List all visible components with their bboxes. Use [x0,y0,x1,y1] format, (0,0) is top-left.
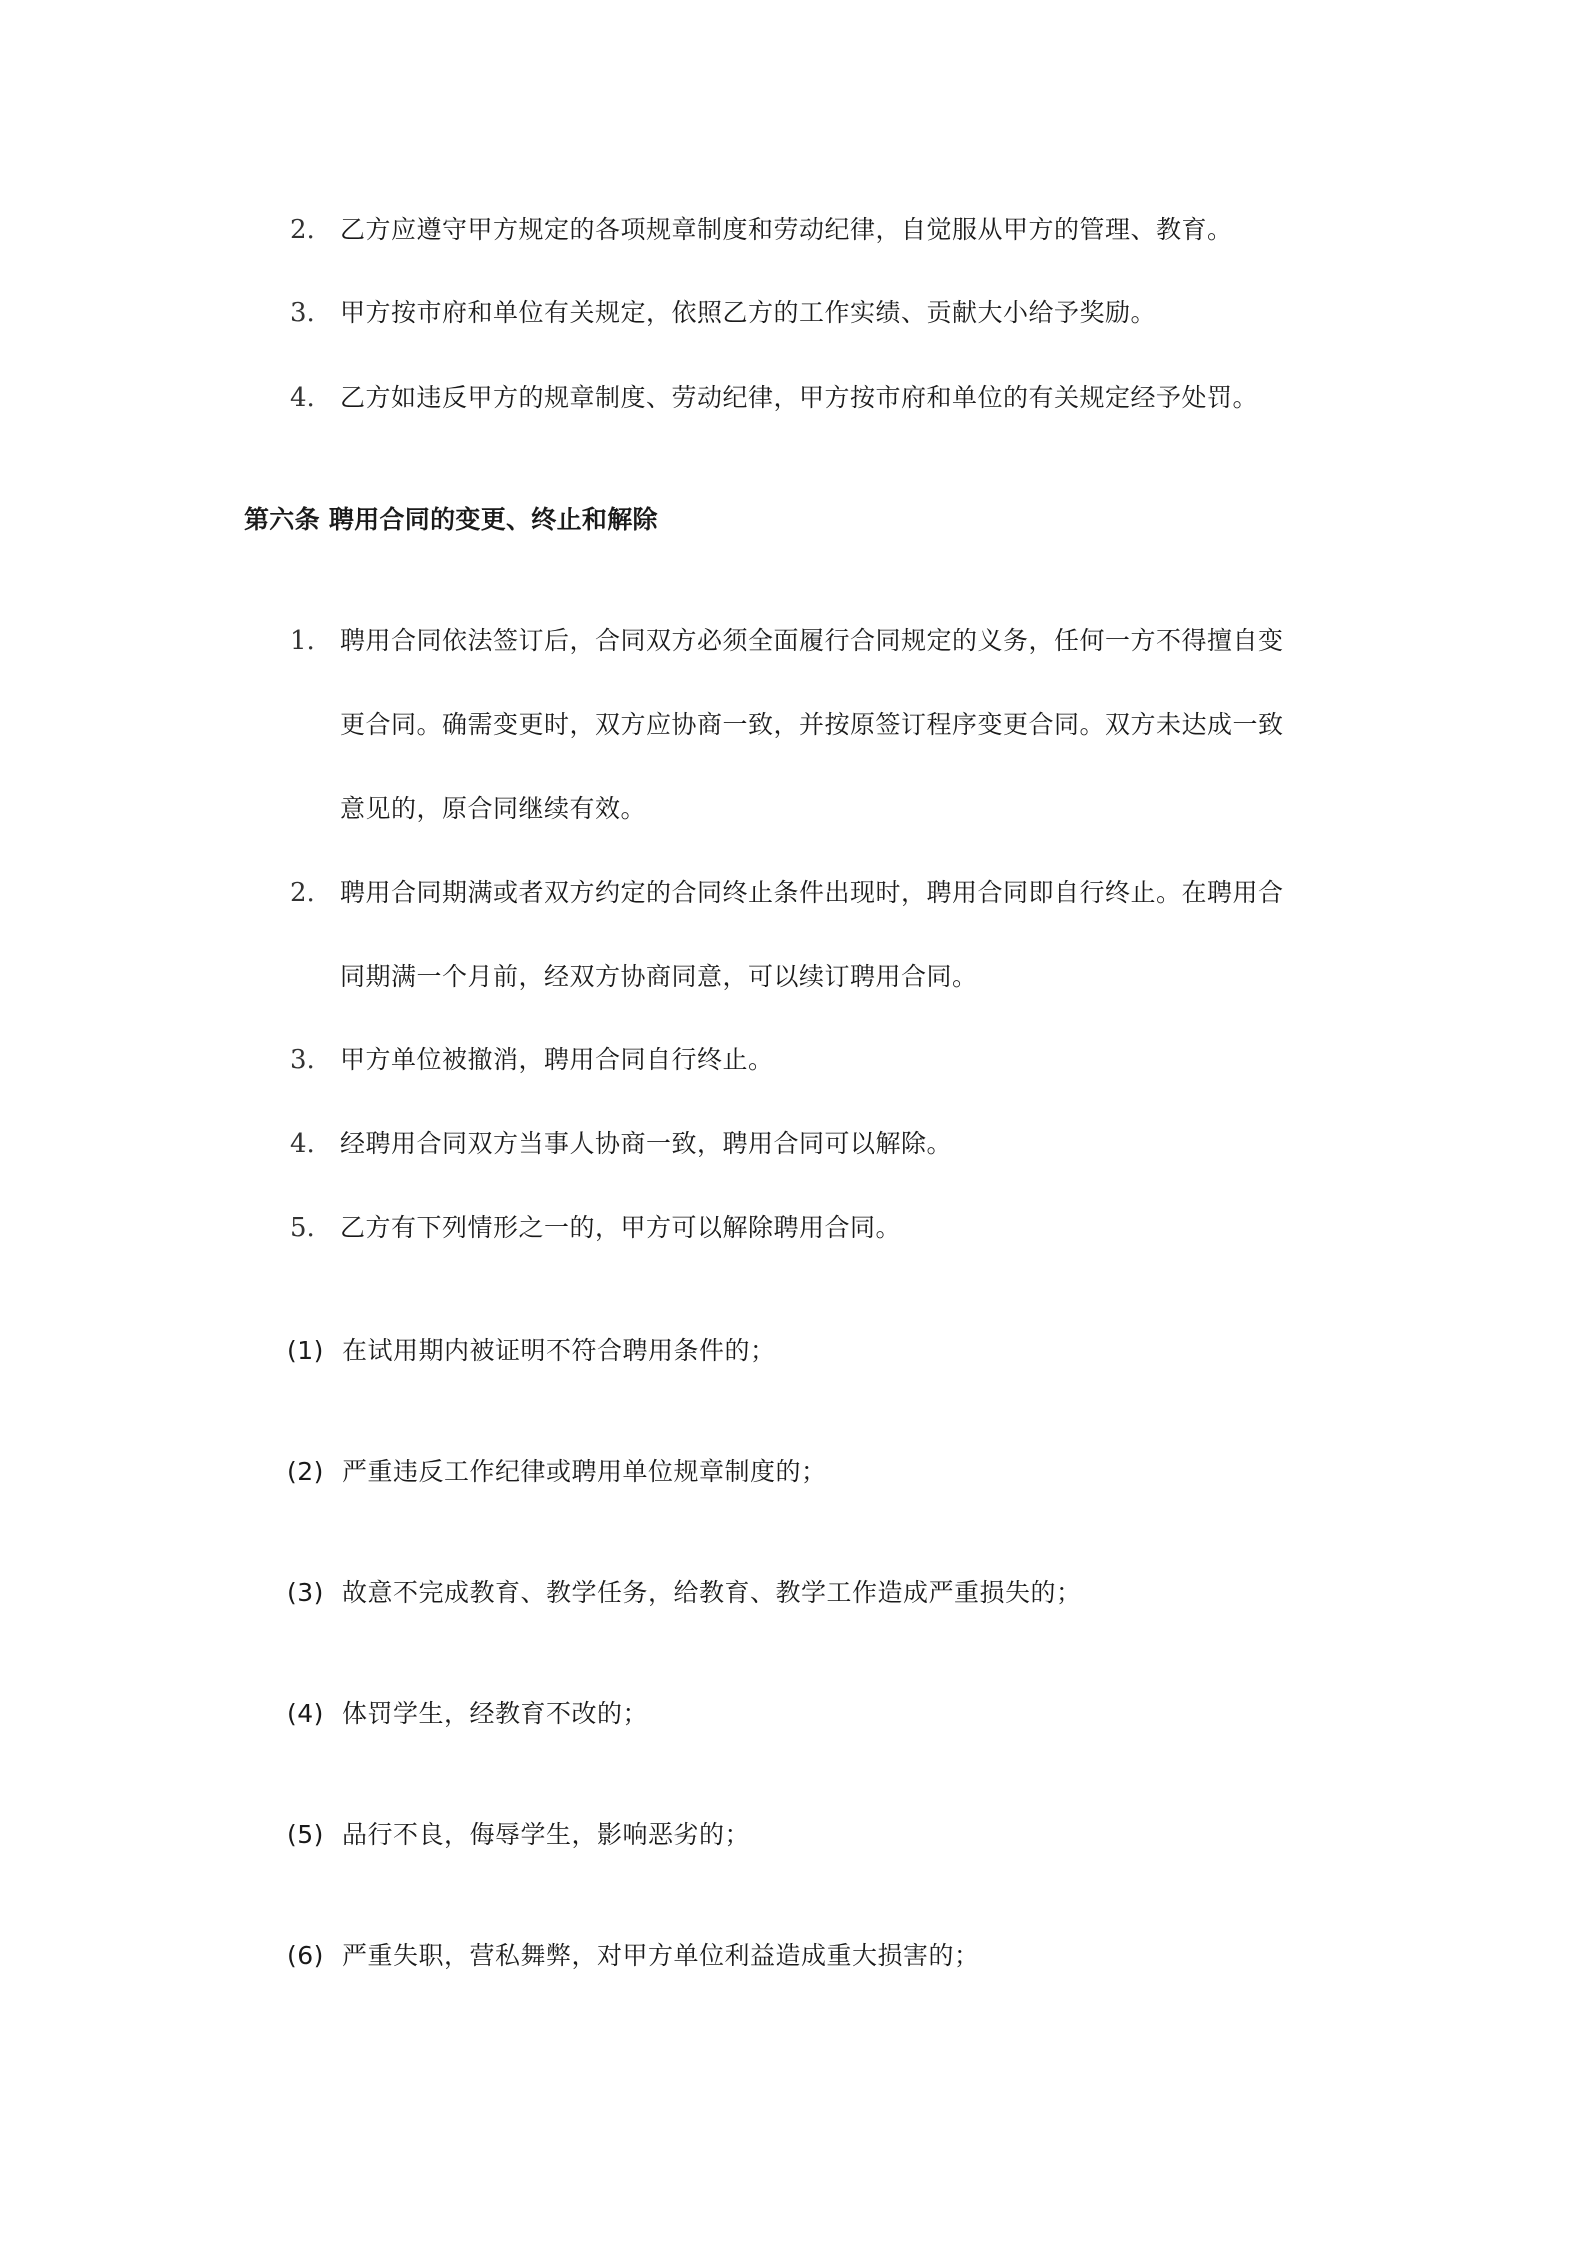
list-item-line: 经聘用合同双方当事人协商一致，聘用合同可以解除。 [340,1129,953,1158]
sub-item-label: (5) [287,1820,324,1849]
list-number: 4. [290,383,315,413]
sub-item-label: (2) [287,1457,324,1486]
list-item-line: 聘用合同期满或者双方约定的合同终止条件出现时，聘用合同即自行终止。在聘用合 [340,878,1284,907]
list-item-line: 甲方单位被撤消，聘用合同自行终止。 [340,1045,774,1074]
list-item-line: 更合同。确需变更时，双方应协商一致，并按原签订程序变更合同。双方未达成一致 [340,710,1284,739]
sub-item-text: 严重违反工作纪律或聘用单位规章制度的； [342,1457,827,1486]
list-item-line: 聘用合同依法签订后，合同双方必须全面履行合同规定的义务，任何一方不得擅自变 [340,626,1284,655]
list-number: 3. [290,298,315,328]
sub-item-text: 在试用期内被证明不符合聘用条件的； [342,1336,776,1365]
list-item-line: 意见的，原合同继续有效。 [340,794,647,823]
list-item-line: 同期满一个月前，经双方协商同意，可以续订聘用合同。 [340,962,978,991]
sub-item-text: 严重失职，营私舞弊，对甲方单位利益造成重大损害的； [342,1941,980,1970]
list-number: 4. [290,1129,315,1159]
list-number: 1. [290,626,315,656]
sub-item-label: (1) [287,1336,324,1365]
list-item-line: 乙方有下列情形之一的，甲方可以解除聘用合同。 [340,1213,902,1242]
list-number: 3. [290,1045,315,1075]
sub-item-text: 体罚学生，经教育不改的； [342,1699,649,1728]
list-number: 5. [290,1213,315,1243]
sub-item-text: 故意不完成教育、教学任务，给教育、教学工作造成严重损失的； [342,1578,1082,1607]
list-number: 2. [290,215,315,245]
sub-item-label: (4) [287,1699,324,1728]
list-item-text: 乙方应遵守甲方规定的各项规章制度和劳动纪律，自觉服从甲方的管理、教育。 [340,215,1233,244]
sub-item-text: 品行不良，侮辱学生，影响恶劣的； [342,1820,751,1849]
sub-item-label: (3) [287,1578,324,1607]
list-item-text: 乙方如违反甲方的规章制度、劳动纪律，甲方按市府和单位的有关规定经予处罚。 [340,383,1259,412]
list-number: 2. [290,878,315,908]
sub-item-label: (6) [287,1941,324,1970]
section-title: 第六条 聘用合同的变更、终止和解除 [244,505,658,534]
list-item-text: 甲方按市府和单位有关规定，依照乙方的工作实绩、贡献大小给予奖励。 [340,298,1157,327]
